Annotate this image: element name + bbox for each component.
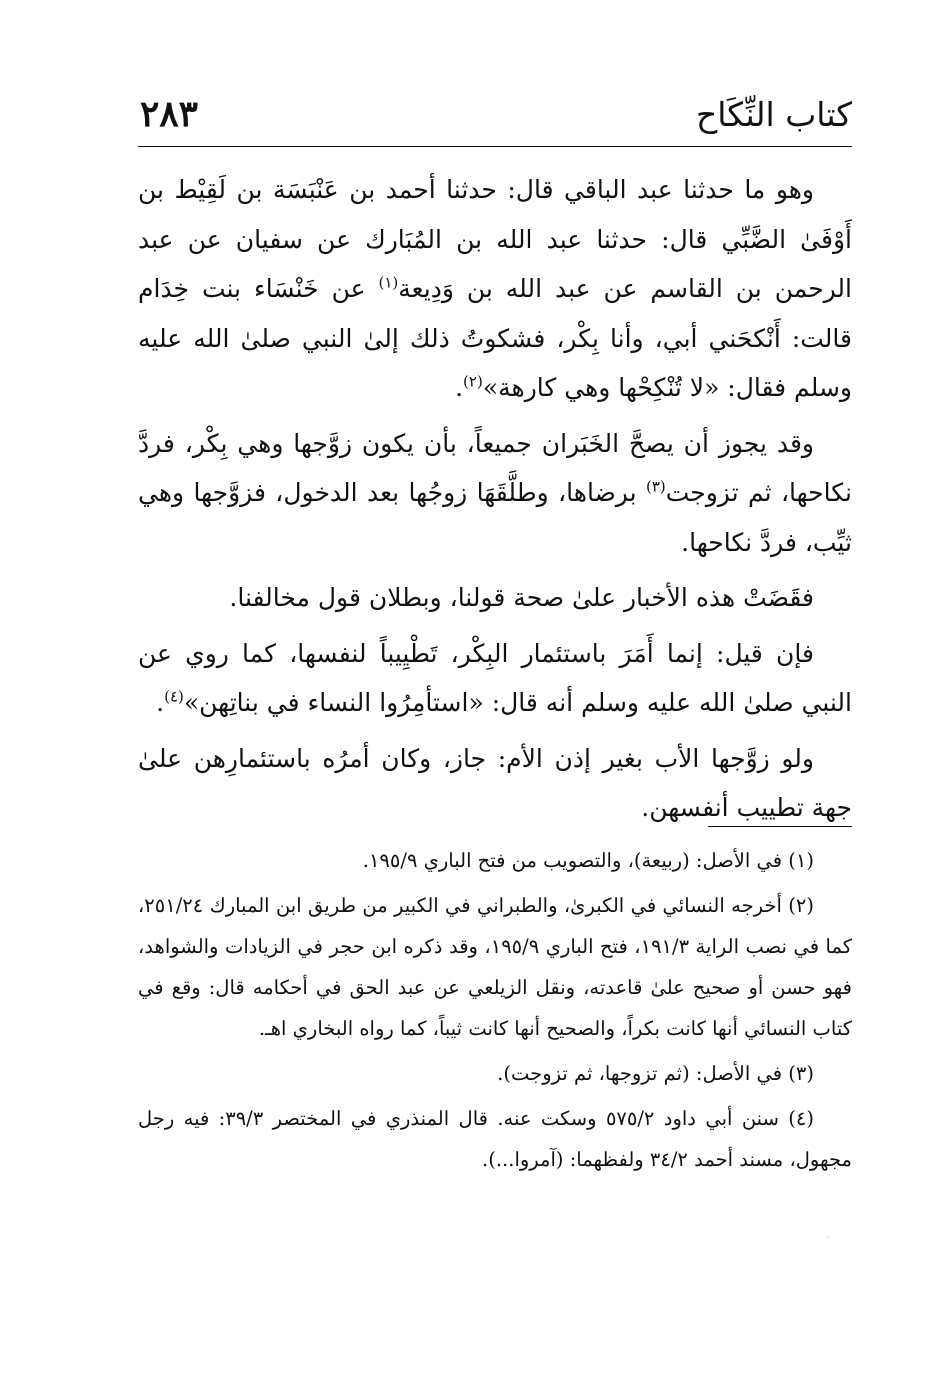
paragraph-text: عن خَنْسَاء بنت خِدَام قالت: أَنْكحَني أبي، وأنا بِكْر، فشكوتُ ذلك إلىٰ النبي صلىٰ الله عليه وسلم فقال: «لا تُنْكِحْها وهي كارهة» xyxy=(138,274,852,402)
paragraph xyxy=(138,165,852,413)
paragraph-text: وقد يجوز أن يصحَّ الخَبَران جميعاً، بأن يكون زوَّجها وهي بِكْر، فردَّ نكاحها، ثم تزوجت xyxy=(138,428,852,507)
paragraph-text: وهو ما حدثنا عبد الباقي قال: حدثنا أحمد بن عَنْبَسَة بن لَقِيْط بن أَوْفَىٰ الضَّبِّي قال: حدثنا عبد الله بن المُبَارك عن سفيان عن عبد الرحمن بن القاسم عن عبد الله بن وَدِيعة xyxy=(138,175,852,303)
paragraph-text: . xyxy=(156,688,165,717)
page-header xyxy=(138,92,852,140)
paragraph-text: . xyxy=(455,373,464,402)
page-number: ٢٨٣ xyxy=(140,93,199,135)
paragraph xyxy=(138,734,852,833)
footnote: (٢) أخرجه النسائي في الكبرىٰ، والطبراني في الكبير من طريق ابن المبارك ٢٥١/٢٤، كما في نصب الراية ١٩١/٣، فتح الباري ١٩٥/٩، وقد ذكره ابن حجر في الزيادات والشواهد، فهو حسن أو صحيح علىٰ قاعدته، ونقل الزيلعي عن عبد الحق في أحكامه قال: وقع في كتاب النسائي أنها كانت بكراً، والصحيح أنها كانت ثيباً، كما رواه البخاري اهـ. xyxy=(138,894,853,1040)
paragraph-text: فقَضَتْ هذه الأخبار علىٰ صحة قولنا، وبطلان قول مخالفنا. xyxy=(229,583,814,612)
running-title: كتاب النِّكَاح xyxy=(695,95,852,134)
footnotes xyxy=(138,840,852,1184)
paragraph-text: ولو زوَّجها الأب بغير إذن الأم: جاز، وكان أمرُه باستئمارِهن علىٰ جهة تطييب أنفسهن. xyxy=(138,743,852,822)
footnote-ref: (٢) xyxy=(463,372,483,391)
footnote: (٣) في الأصل: (ثم تزوجها، ثم تزوجت). xyxy=(497,1062,814,1085)
paragraph xyxy=(138,573,852,623)
paragraph xyxy=(138,629,852,728)
header-rule xyxy=(138,146,852,147)
paragraph-text: فإن قيل: إنما أَمَرَ باستئمار البِكْر، تَطْيِيباً لنفسها، كما روي عن النبي صلىٰ الله عليه وسلم أنه قال: «استأمِرُوا النساء في بناتِهن» xyxy=(138,638,852,717)
footnote: (١) في الأصل: (ربيعة)، والتصويب من فتح الباري ١٩٥/٩. xyxy=(362,849,814,872)
footnote-ref: (٣) xyxy=(645,477,666,496)
main-text xyxy=(138,165,852,839)
footnote-separator xyxy=(708,826,852,827)
scan-speck: · xyxy=(826,1233,830,1244)
paragraph xyxy=(138,419,852,568)
footnote-ref: (١) xyxy=(378,273,399,292)
footnote: (٤) سنن أبي داود ٥٧٥/٢ وسكت عنه. قال المنذري في المختصر ٣٩/٣: فيه رجل مجهول، مسند أحمد ٣٤/٢ ولفظهما: (آمروا...). xyxy=(138,1107,852,1171)
footnote-ref: (٤) xyxy=(164,687,184,706)
paragraph-text: برضاها، وطلَّقَهَا زوجُها بعد الدخول، فزوَّجها وهي ثيِّب، فردَّ نكاحها. xyxy=(138,478,852,557)
